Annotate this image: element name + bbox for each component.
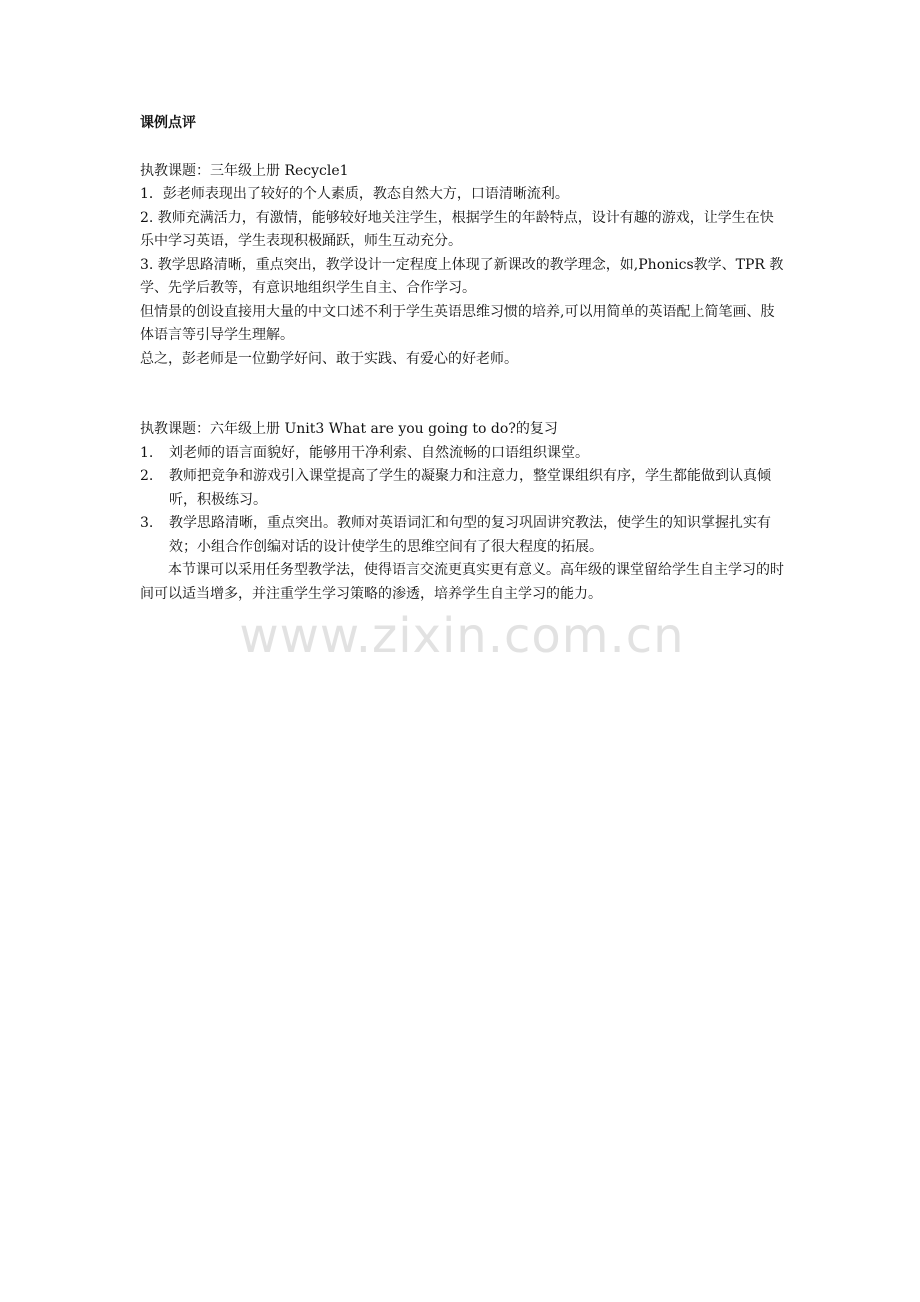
- lesson1-item-3: 3. 教学思路清晰，重点突出，教学设计一定程度上体现了新课改的教学理念，如,Phonics教学、TPR 教学、先学后教等，有意识地组织学生自主、合作学习。: [140, 256, 784, 296]
- lesson-review-2: [140, 418, 785, 606]
- lesson2-list: [140, 442, 785, 560]
- lesson-review-1: [140, 160, 785, 372]
- list-item-text: 刘老师的语言面貌好，能够用干净利索、自然流畅的口语组织课堂。: [169, 444, 589, 461]
- list-item: [140, 442, 785, 466]
- lesson1-item-1: 1．彭老师表现出了较好的个人素质，教态自然大方，口语清晰流利。: [140, 186, 569, 202]
- lesson2-title: 执教课题：六年级上册 Unit3 What are you going to do?的复习: [140, 421, 558, 437]
- section-gap: [140, 371, 785, 418]
- lesson1-title: 执教课题：三年级上册 Recycle1: [140, 162, 349, 179]
- list-item: [140, 465, 785, 512]
- watermark: www.zixin.com.cn: [239, 608, 685, 664]
- lesson1-summary: 总之，彭老师是一位勤学好问、敢于实践、有爱心的好老师。: [140, 350, 518, 367]
- lesson2-suggestion: 本节课可以采用任务型教学法，使得语言交流更真实更有意义。高年级的课堂留给学生自主学习的时间可以适当增多，并注重学生学习策略的渗透，培养学生自主学习的能力。: [140, 562, 784, 602]
- lesson1-item-2: 2. 教师充满活力，有激情，能够较好地关注学生，根据学生的年龄特点，设计有趣的游戏，让学生在快乐中学习英语，学生表现积极踊跃，师生互动充分。: [140, 209, 774, 249]
- lesson1-critique: 但情景的创设直接用大量的中文口述不利于学生英语思维习惯的培养,可以用简单的英语配上简笔画、肢体语言等引导学生理解。: [140, 303, 775, 343]
- list-item-number: 2.: [140, 468, 154, 484]
- document-heading: 课例点评: [140, 115, 196, 131]
- list-item-number: 3.: [140, 515, 154, 531]
- list-item-text: 教师把竞争和游戏引入课堂提高了学生的凝聚力和注意力，整堂课组织有序，学生都能做到认真倾听，积极练习。: [169, 468, 771, 508]
- list-item-text: 教学思路清晰，重点突出。教师对英语词汇和句型的复习巩固讲究教法，使学生的知识掌握扎实有效；小组合作创编对话的设计使学生的思维空间有了很大程度的拓展。: [169, 515, 771, 555]
- list-item: [140, 512, 785, 559]
- document-content: [140, 112, 785, 606]
- list-item-number: 1.: [140, 444, 154, 461]
